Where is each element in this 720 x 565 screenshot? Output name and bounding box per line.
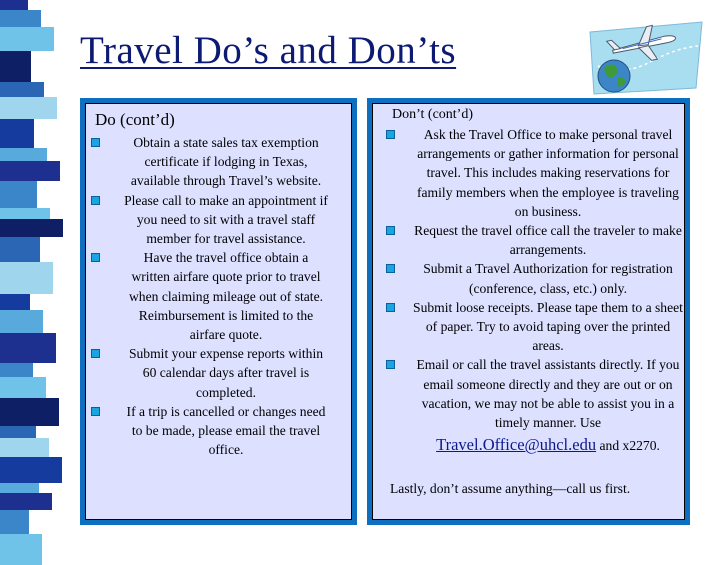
banner-stripe (0, 438, 49, 457)
travel-office-email-link[interactable]: Travel.Office@uhcl.edu (436, 435, 597, 455)
list-item: Obtain a state sales tax exemption certificate if lodging in Texas, available through Travel’s website. (91, 133, 329, 191)
list-item: Submit a Travel Authorization for registration (conference, class, etc.) only. (386, 259, 684, 297)
banner-stripe (0, 510, 29, 534)
banner-stripe (0, 219, 63, 237)
do-panel (80, 98, 357, 525)
square-bullet-icon (386, 303, 395, 312)
banner-stripe (0, 483, 39, 493)
dont-heading: Don’t (cont’d) (392, 107, 473, 122)
banner-stripe (0, 262, 53, 294)
banner-stripe (0, 119, 34, 148)
banner-stripe (0, 148, 47, 161)
square-bullet-icon (91, 196, 100, 205)
do-list (91, 133, 329, 459)
banner-stripe (0, 10, 41, 27)
list-item: Ask the Travel Office to make personal travel arrangements or gather information for personal travel. This includes making reservations for family members when the employee is traveling on business. (386, 125, 684, 221)
striped-banner (0, 0, 64, 540)
banner-stripe (0, 493, 52, 510)
banner-stripe (0, 333, 56, 363)
list-item: Submit your expense reports within 60 calendar days after travel is completed. (91, 344, 329, 402)
list-item: If a trip is cancelled or changes need to be made, please email the travel office. (91, 402, 329, 460)
banner-stripe (0, 294, 30, 310)
square-bullet-icon (91, 253, 100, 262)
banner-stripe (0, 51, 31, 82)
square-bullet-icon (91, 138, 100, 147)
banner-stripe (0, 398, 59, 426)
banner-stripe (0, 457, 62, 483)
email-line (412, 434, 684, 457)
do-heading: Do (cont’d) (95, 110, 175, 129)
banner-stripe (0, 426, 36, 438)
banner-stripe (0, 237, 40, 262)
banner-stripe (0, 208, 50, 219)
list-item: Request the travel office call the traveler to make arrangements. (386, 221, 684, 259)
banner-stripe (0, 27, 54, 51)
closing-statement: Lastly, don’t assume anything—call us first. (390, 481, 631, 496)
banner-stripe (0, 181, 37, 208)
banner-stripe (0, 0, 28, 10)
banner-stripe (0, 161, 60, 181)
list-item: Have the travel office obtain a written airfare quote prior to travel when claiming mileage out of state. Reimbursement is limited to the airfare quote. (91, 248, 329, 344)
list-item: Submit loose receipts. Please tape them to a sheet of paper. Try to avoid taping over the printed areas. (386, 298, 684, 356)
list-item: Email or call the travel assistants directly. If you email someone directly and they are out or on vacation, we may not be able to assist you in a timely manner. Use Travel.Office@uhcl.edu and x2270. (386, 355, 684, 457)
email-suffix: and x2270. (596, 438, 660, 454)
square-bullet-icon (91, 407, 100, 416)
banner-stripe (0, 82, 44, 97)
square-bullet-icon (91, 349, 100, 358)
square-bullet-icon (386, 360, 395, 369)
dont-list (386, 125, 684, 457)
slide-title: Travel Do’s and Don’ts (80, 29, 457, 72)
banner-stripe (0, 310, 43, 333)
dont-panel (367, 98, 690, 525)
banner-stripe (0, 534, 42, 565)
square-bullet-icon (386, 130, 395, 139)
banner-stripe (0, 377, 46, 398)
list-item: Please call to make an appointment if you need to sit with a travel staff member for travel assistance. (91, 191, 329, 249)
square-bullet-icon (386, 264, 395, 273)
airplane-globe-icon (584, 18, 708, 100)
banner-stripe (0, 97, 57, 119)
banner-stripe (0, 363, 33, 377)
square-bullet-icon (386, 226, 395, 235)
